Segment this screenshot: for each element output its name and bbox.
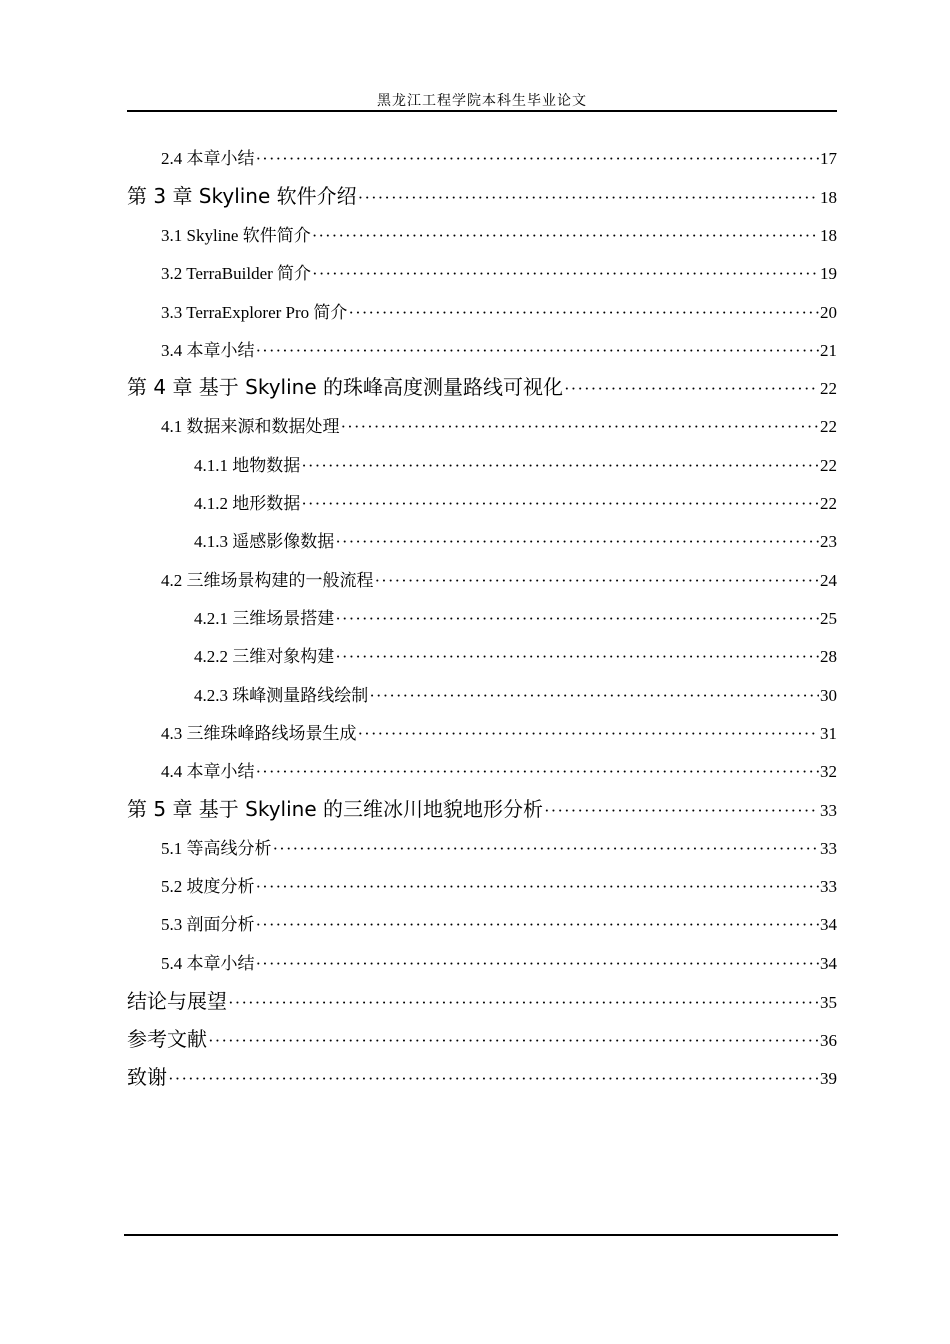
toc-entry-title: 结论与展望 bbox=[127, 989, 227, 1013]
dot-leader bbox=[564, 379, 819, 399]
footer-rule bbox=[124, 1234, 838, 1236]
toc-entry-2-4 bbox=[161, 144, 837, 169]
toc-entry-title: 4.4 本章小结 bbox=[161, 762, 255, 781]
toc-entry-3-3 bbox=[161, 298, 837, 323]
toc-entry-page: 39 bbox=[820, 1069, 837, 1088]
toc-entry-title: 5.3 剖面分析 bbox=[161, 915, 255, 934]
toc-entry-page: 21 bbox=[820, 341, 837, 360]
dot-leader bbox=[273, 839, 820, 859]
dot-leader bbox=[312, 226, 819, 246]
dot-leader bbox=[341, 417, 820, 437]
toc-entry-title: 4.2.1 三维场景搭建 bbox=[194, 609, 335, 628]
toc-entry-page: 33 bbox=[820, 877, 837, 896]
toc-entry-title: 4.2.3 珠峰测量路线绘制 bbox=[194, 686, 369, 705]
toc-entry-5-1 bbox=[161, 834, 837, 859]
toc-entry-page: 32 bbox=[820, 762, 837, 781]
dot-leader bbox=[301, 456, 819, 476]
toc-entry-page: 33 bbox=[820, 801, 837, 820]
dot-leader bbox=[358, 724, 820, 744]
toc-entry-title: 5.1 等高线分析 bbox=[161, 839, 272, 858]
toc-entry-page: 22 bbox=[820, 456, 837, 475]
toc-entry-page: 34 bbox=[820, 954, 837, 973]
toc-entry-title: 参考文献 bbox=[127, 1027, 207, 1051]
toc-entry-conclusion bbox=[127, 985, 837, 1014]
toc-entry-3-2 bbox=[161, 259, 837, 284]
dot-leader bbox=[301, 494, 819, 514]
dot-leader bbox=[375, 571, 820, 591]
dot-leader bbox=[168, 1069, 819, 1089]
toc-entry-4-2 bbox=[161, 566, 837, 591]
toc-entry-4-4 bbox=[161, 757, 837, 782]
toc-entry-title: 致谢 bbox=[127, 1065, 167, 1089]
toc-entry-3-4 bbox=[161, 336, 837, 361]
toc-entry-title: 2.4 本章小结 bbox=[161, 149, 255, 168]
toc-entry-4-2-2 bbox=[194, 642, 837, 667]
running-header: 黑龙江工程学院本科生毕业论文 bbox=[377, 93, 587, 109]
dot-leader bbox=[256, 149, 820, 169]
toc-entry-references bbox=[127, 1023, 837, 1052]
toc-entry-page: 33 bbox=[820, 839, 837, 858]
toc-entry-page: 22 bbox=[820, 379, 837, 398]
toc-entry-title: 5.2 坡度分析 bbox=[161, 877, 255, 896]
dot-leader bbox=[256, 341, 820, 361]
dot-leader bbox=[348, 303, 819, 323]
toc-entry-page: 22 bbox=[820, 494, 837, 513]
toc-entry-chapter-4 bbox=[127, 371, 837, 400]
toc-entry-title: 3.2 TerraBuilder 简介 bbox=[161, 264, 312, 283]
dot-leader bbox=[208, 1031, 819, 1051]
toc-entry-title: 3.3 TerraExplorer Pro 简介 bbox=[161, 303, 348, 322]
toc-entry-title: 4.1.1 地物数据 bbox=[194, 456, 301, 475]
toc-entry-5-2 bbox=[161, 872, 837, 897]
dot-leader bbox=[256, 954, 820, 974]
toc-entry-title: 3.4 本章小结 bbox=[161, 341, 255, 360]
toc-entry-title: 第 4 章 基于 Skyline 的珠峰高度测量路线可视化 bbox=[127, 375, 564, 399]
toc-entry-title: 第 5 章 基于 Skyline 的三维冰川地貌地形分析 bbox=[127, 797, 544, 821]
toc-entry-page: 36 bbox=[820, 1031, 837, 1050]
toc-entry-4-2-1 bbox=[194, 604, 837, 629]
toc-entry-page: 28 bbox=[820, 647, 837, 666]
toc-entry-chapter-5 bbox=[127, 793, 837, 822]
toc-entry-page: 23 bbox=[820, 532, 837, 551]
toc-entry-title: 第 3 章 Skyline 软件介绍 bbox=[127, 184, 357, 208]
toc-entry-page: 18 bbox=[820, 226, 837, 245]
dot-leader bbox=[256, 762, 820, 782]
toc-entry-title: 4.3 三维珠峰路线场景生成 bbox=[161, 724, 357, 743]
toc-entry-title: 4.1.2 地形数据 bbox=[194, 494, 301, 513]
toc-entry-chapter-3 bbox=[127, 180, 837, 209]
toc-entry-acknowledgements bbox=[127, 1061, 837, 1090]
toc-entry-title: 3.1 Skyline 软件简介 bbox=[161, 226, 311, 245]
toc-entry-title: 4.2.2 三维对象构建 bbox=[194, 647, 335, 666]
dot-leader bbox=[369, 686, 819, 706]
toc-entry-4-1-1 bbox=[194, 451, 837, 476]
toc-entry-4-3 bbox=[161, 719, 837, 744]
toc-entry-4-1 bbox=[161, 412, 837, 437]
toc-entry-title: 4.1 数据来源和数据处理 bbox=[161, 417, 340, 436]
toc-entry-title: 5.4 本章小结 bbox=[161, 954, 255, 973]
toc-entry-page: 35 bbox=[820, 993, 837, 1012]
dot-leader bbox=[358, 188, 819, 208]
toc-entry-4-1-2 bbox=[194, 489, 837, 514]
toc-entry-5-3 bbox=[161, 910, 837, 935]
toc-entry-page: 19 bbox=[820, 264, 837, 283]
toc-entry-3-1 bbox=[161, 221, 837, 246]
toc-entry-page: 20 bbox=[820, 303, 837, 322]
dot-leader bbox=[335, 609, 819, 629]
toc-entry-page: 24 bbox=[820, 571, 837, 590]
toc-entry-page: 31 bbox=[820, 724, 837, 743]
dot-leader bbox=[256, 915, 820, 935]
toc-entry-title: 4.1.3 遥感影像数据 bbox=[194, 532, 335, 551]
toc-entry-page: 34 bbox=[820, 915, 837, 934]
dot-leader bbox=[335, 532, 819, 552]
dot-leader bbox=[544, 801, 819, 821]
dot-leader bbox=[228, 993, 819, 1013]
dot-leader bbox=[256, 877, 820, 897]
toc-entry-4-1-3 bbox=[194, 527, 837, 552]
dot-leader bbox=[335, 647, 819, 667]
toc-entry-5-4 bbox=[161, 949, 837, 974]
toc-entry-page: 30 bbox=[820, 686, 837, 705]
toc-entry-title: 4.2 三维场景构建的一般流程 bbox=[161, 571, 374, 590]
toc-entry-4-2-3 bbox=[194, 681, 837, 706]
dot-leader bbox=[312, 264, 819, 284]
toc-entry-page: 17 bbox=[820, 149, 837, 168]
toc-entry-page: 25 bbox=[820, 609, 837, 628]
header-rule bbox=[127, 110, 837, 112]
toc-entry-page: 22 bbox=[820, 417, 837, 436]
toc-entry-page: 18 bbox=[820, 188, 837, 207]
